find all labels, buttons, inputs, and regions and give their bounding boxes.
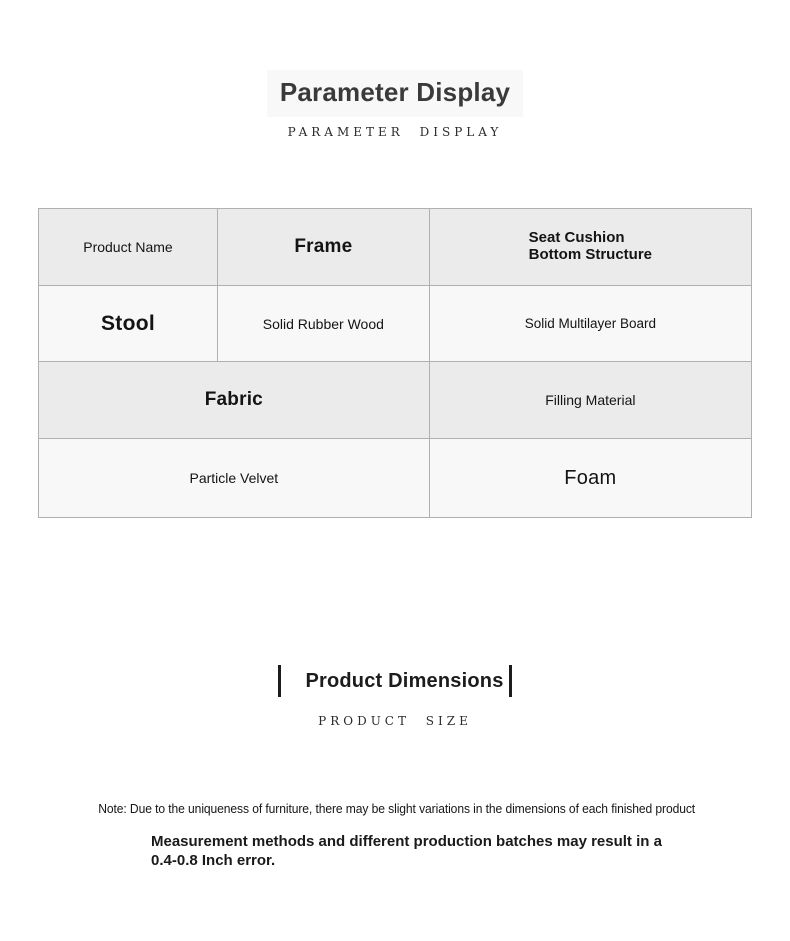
right-accent-bar bbox=[509, 665, 512, 697]
measurement-note-line1: Measurement methods and different production batches may result in a bbox=[151, 833, 662, 850]
seat-structure-label-lines bbox=[529, 230, 652, 263]
table-row-labels-2 bbox=[39, 362, 752, 439]
cell-frame-label: Frame bbox=[217, 209, 429, 286]
measurement-note bbox=[151, 832, 671, 870]
product-dimensions-title: Product Dimensions bbox=[305, 669, 504, 692]
cell-fabric-value: Particle Velvet bbox=[39, 439, 430, 518]
product-dimensions-heading bbox=[0, 664, 790, 698]
parameter-display-title: Parameter Display bbox=[267, 70, 523, 117]
measurement-note-line2: 0.4-0.8 Inch error. bbox=[151, 852, 276, 869]
seat-structure-label-line1: Seat Cushion bbox=[528, 229, 625, 247]
seat-structure-label-line2: Bottom Structure bbox=[528, 245, 653, 263]
product-dimensions-subtitle: PRODUCT SIZE bbox=[318, 714, 472, 728]
cell-product-name-label: Product Name bbox=[39, 209, 218, 286]
table-row-labels-1 bbox=[39, 209, 752, 286]
cell-seat-structure-value: Solid Multilayer Board bbox=[429, 286, 751, 362]
table-row-values-1 bbox=[39, 286, 752, 362]
cell-frame-value: Solid Rubber Wood bbox=[217, 286, 429, 362]
cell-product-name-value: Stool bbox=[39, 286, 218, 362]
left-accent-bar bbox=[278, 665, 281, 697]
parameter-display-subtitle: PARAMETER DISPLAY bbox=[287, 125, 503, 139]
cell-fabric-label: Fabric bbox=[39, 362, 430, 439]
parameter-table bbox=[38, 208, 752, 518]
table-row-values-2 bbox=[39, 439, 752, 518]
uniqueness-note: Note: Due to the uniqueness of furniture, there may be slight variations in the dimensions of each finished product bbox=[98, 801, 696, 816]
cell-filling-material-value: Foam bbox=[429, 439, 751, 518]
cell-filling-material-label: Filling Material bbox=[429, 362, 751, 439]
cell-seat-structure-label bbox=[429, 209, 751, 286]
parameter-display-heading bbox=[0, 70, 790, 117]
